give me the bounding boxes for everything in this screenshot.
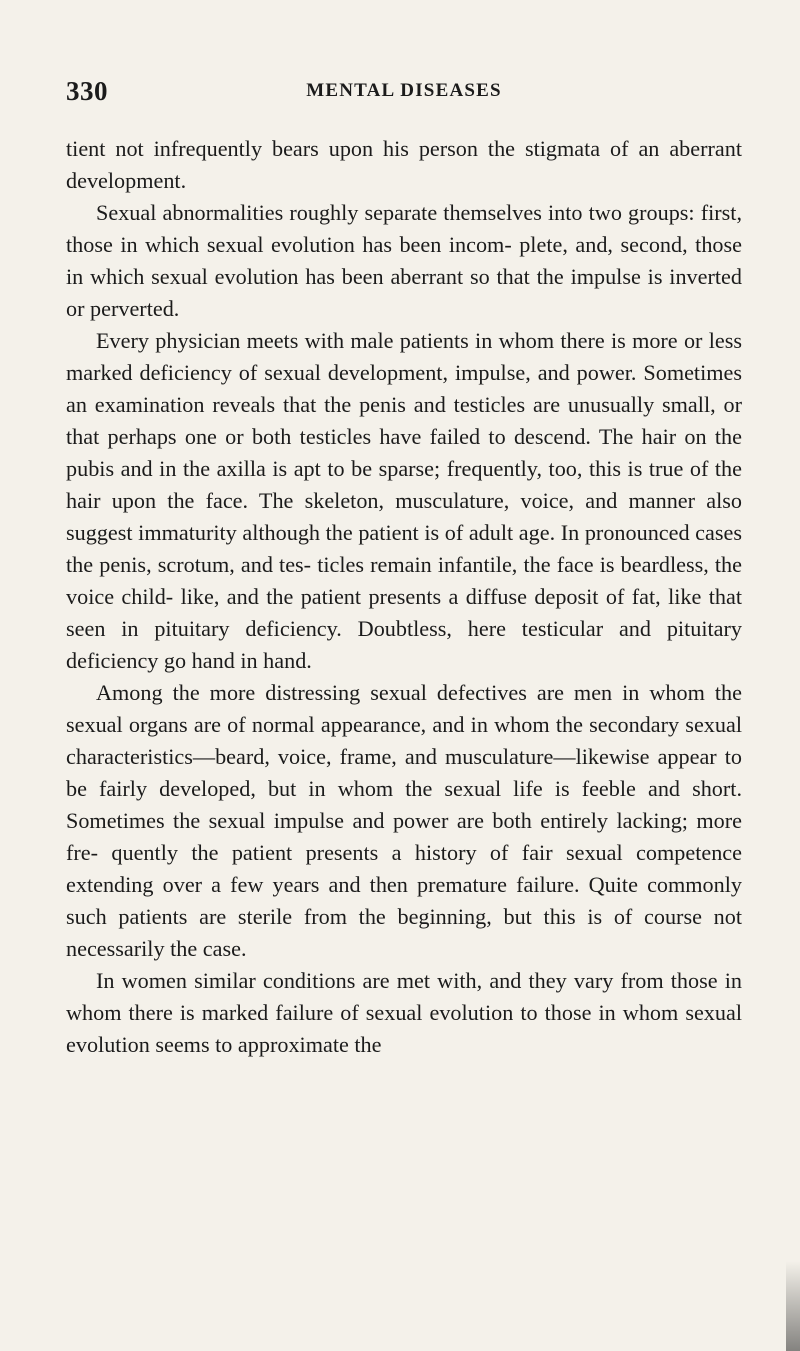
running-head [66, 76, 742, 112]
running-title: MENTAL DISEASES [306, 80, 502, 101]
paragraph: Among the more distressing sexual defectives are men in whom the sexual organs are of normal appearance, and in whom the secondary sexual characteristics—beard, voice, frame, and musculature—likewise appear to be fairly developed, but in whom the sexual life is feeble and short. Sometimes the sexual impulse and power are both entirely lacking; more fre- quently the patient presents a history of fair sexual competence extending over a few years and then premature failure. Quite commonly such patients are sterile from the beginning, but this is of course not necessarily the case. [66, 680, 742, 961]
paragraph: In women similar conditions are met with, and they vary from those in whom there is marked failure of sexual evolution to those in whom sexual evolution seems to approximate the [66, 968, 742, 1057]
body-text [66, 133, 742, 1061]
paragraph: Every physician meets with male patients in whom there is more or less marked deficiency of sexual development, impulse, and power. Sometimes an examination reveals that the penis and testicles are unusually small, or that perhaps one or both testicles have failed to descend. The hair on the pubis and in the axilla is apt to be sparse; frequently, too, this is true of the hair upon the face. The skeleton, musculature, voice, and manner also suggest immaturity although the patient is of adult age. In pronounced cases the penis, scrotum, and tes- ticles remain infantile, the face is beardless, the voice child- like, and the patient presents a diffuse deposit of fat, like that seen in pituitary deficiency. Doubtless, here testicular and pituitary deficiency go hand in hand. [66, 328, 742, 673]
page-number: 330 [66, 76, 108, 106]
page-edge-shadow [786, 1261, 800, 1351]
paragraph: Sexual abnormalities roughly separate themselves into two groups: first, those in which sexual evolution has been incom- plete, and, second, those in which sexual evolution has been aberrant so that the impulse is inverted or perverted. [66, 200, 742, 321]
paragraph-continued: tient not infrequently bears upon his person the stigmata of an aberrant development. [66, 136, 742, 193]
